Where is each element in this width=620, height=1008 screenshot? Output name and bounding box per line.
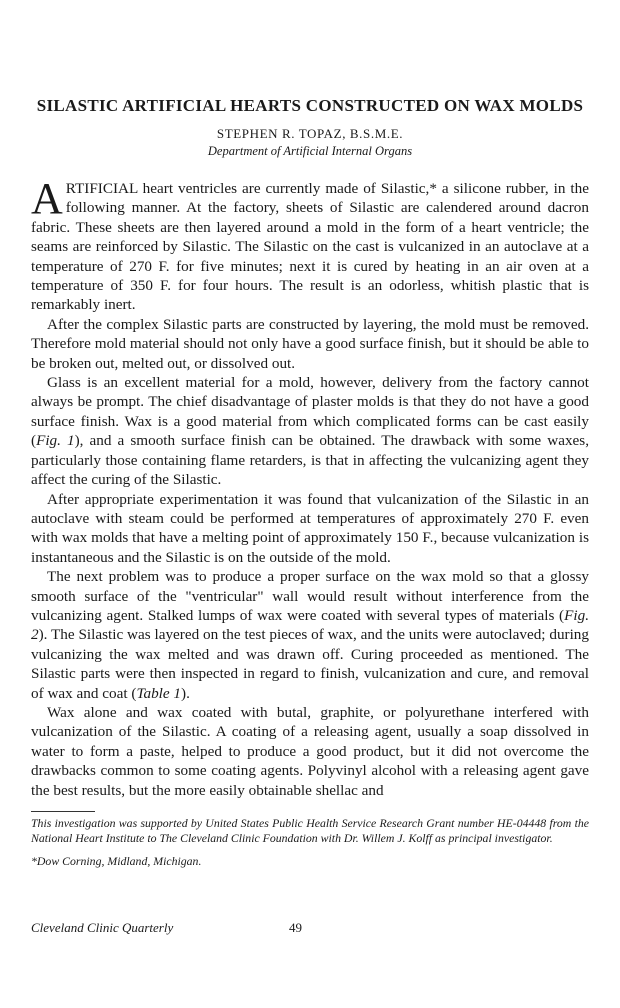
page-footer: [31, 920, 589, 940]
article-page: [31, 96, 589, 869]
drop-cap: A: [31, 174, 63, 223]
paragraph-1-text: RTIFICIAL heart ventricles are currently made of Silastic,* a silicone rubber, in the following manner. At the factory, sheets of Silastic are calendered around dacron fabric. These sheets are then layered around a mold in the form of a heart ventricle; the seams are reinforced by Silastic. The Silastic on the cast is vulcanized in an autoclave at a temperature of 270 F. for five minutes; next it is cured by heating in an air oven at a temperature of 350 F. for four hours. The result is an odorless, whitish plastic that is remarkably inert.: [31, 180, 589, 314]
footnote-divider: [31, 811, 95, 812]
paragraph-3-text-a: Glass is an excellent material for a mold, however, delivery from the factory cannot always be prompt. The chief disadvantage of plaster molds is that they do not have a good surface finish. Wax is a good material from which complicated forms can be cast easily (: [31, 374, 589, 450]
journal-name: Cleveland Clinic Quarterly: [31, 920, 174, 935]
manufacturer-footnote: *Dow Corning, Midland, Michigan.: [31, 854, 202, 868]
paragraph-5-text-c: ).: [181, 684, 190, 702]
paragraph-1: [31, 174, 589, 315]
paragraph-5-text-a: The next problem was to produce a proper surface on the wax mold so that a glossy smooth surface of the "ventricular" wall would result without interference from the vulcanizing agent. Stalked lumps of wax were coated with several types of materials (: [31, 568, 589, 624]
author-name: STEPHEN R. TOPAZ, B.S.M.E.: [216, 126, 404, 141]
paragraph-5-text-b: ). The Silastic was layered on the test pieces of wax, and the units were autoclaved; during vulcanizing the wax melted and was drawn off. Curing proceeded as mentioned. The Silastic parts were then inspected in regard to finish, vulcanization and cure, and removal of wax and coat (: [31, 626, 589, 702]
figure-1-reference: Fig. 1: [36, 432, 75, 450]
paragraph-2: After the complex Silastic parts are constructed by layering, the mold must be removed. Therefore mold material should not only have a good surface finish, but it should be able to be broken out, melted out, or dissolved out.: [31, 315, 589, 372]
page-number: 49: [289, 920, 302, 935]
grant-footnote: This investigation was supported by United States Public Health Service Research Grant number HE-04448 from the National Heart Institute to The Cleveland Clinic Foundation with Dr. Willem J. Kolff as principal investigator.: [31, 816, 589, 845]
paragraph-4: After appropriate experimentation it was found that vulcanization of the Silastic in an autoclave with steam could be performed at temperatures of approximately 270 F. even with wax molds that have a melting point of approximately 150 F., because vulcanization is instantaneous and the Silastic is on the outside of the mold.: [31, 490, 589, 566]
paragraph-5: [31, 567, 589, 703]
paragraph-3: [31, 373, 589, 489]
article-title: SILASTIC ARTIFICIAL HEARTS CONSTRUCTED ON WAX MOLDS: [36, 96, 584, 115]
article-body: [31, 174, 589, 800]
author-department: Department of Artificial Internal Organs: [207, 144, 413, 158]
paragraph-6: Wax alone and wax coated with butal, graphite, or polyurethane interfered with vulcanization of the Silastic. A coating of a releasing agent, usually a soap dissolved in water to form a paste, helped to produce a good product, but it did not overcome the drawbacks common to some coating agents. Polyvinyl alcohol with a releasing agent gave the best results, but the more easily obtainable shellac and: [31, 703, 589, 799]
figure-2-reference: Fig. 2: [31, 606, 589, 644]
table-1-reference: Table 1: [136, 684, 182, 702]
paragraph-3-text-b: ), and a smooth surface finish can be obtained. The drawback with some waxes, particularly those containing flame retarders, is that in affecting the vulcanizing agent they affect the curing of the Silastic.: [31, 432, 589, 489]
